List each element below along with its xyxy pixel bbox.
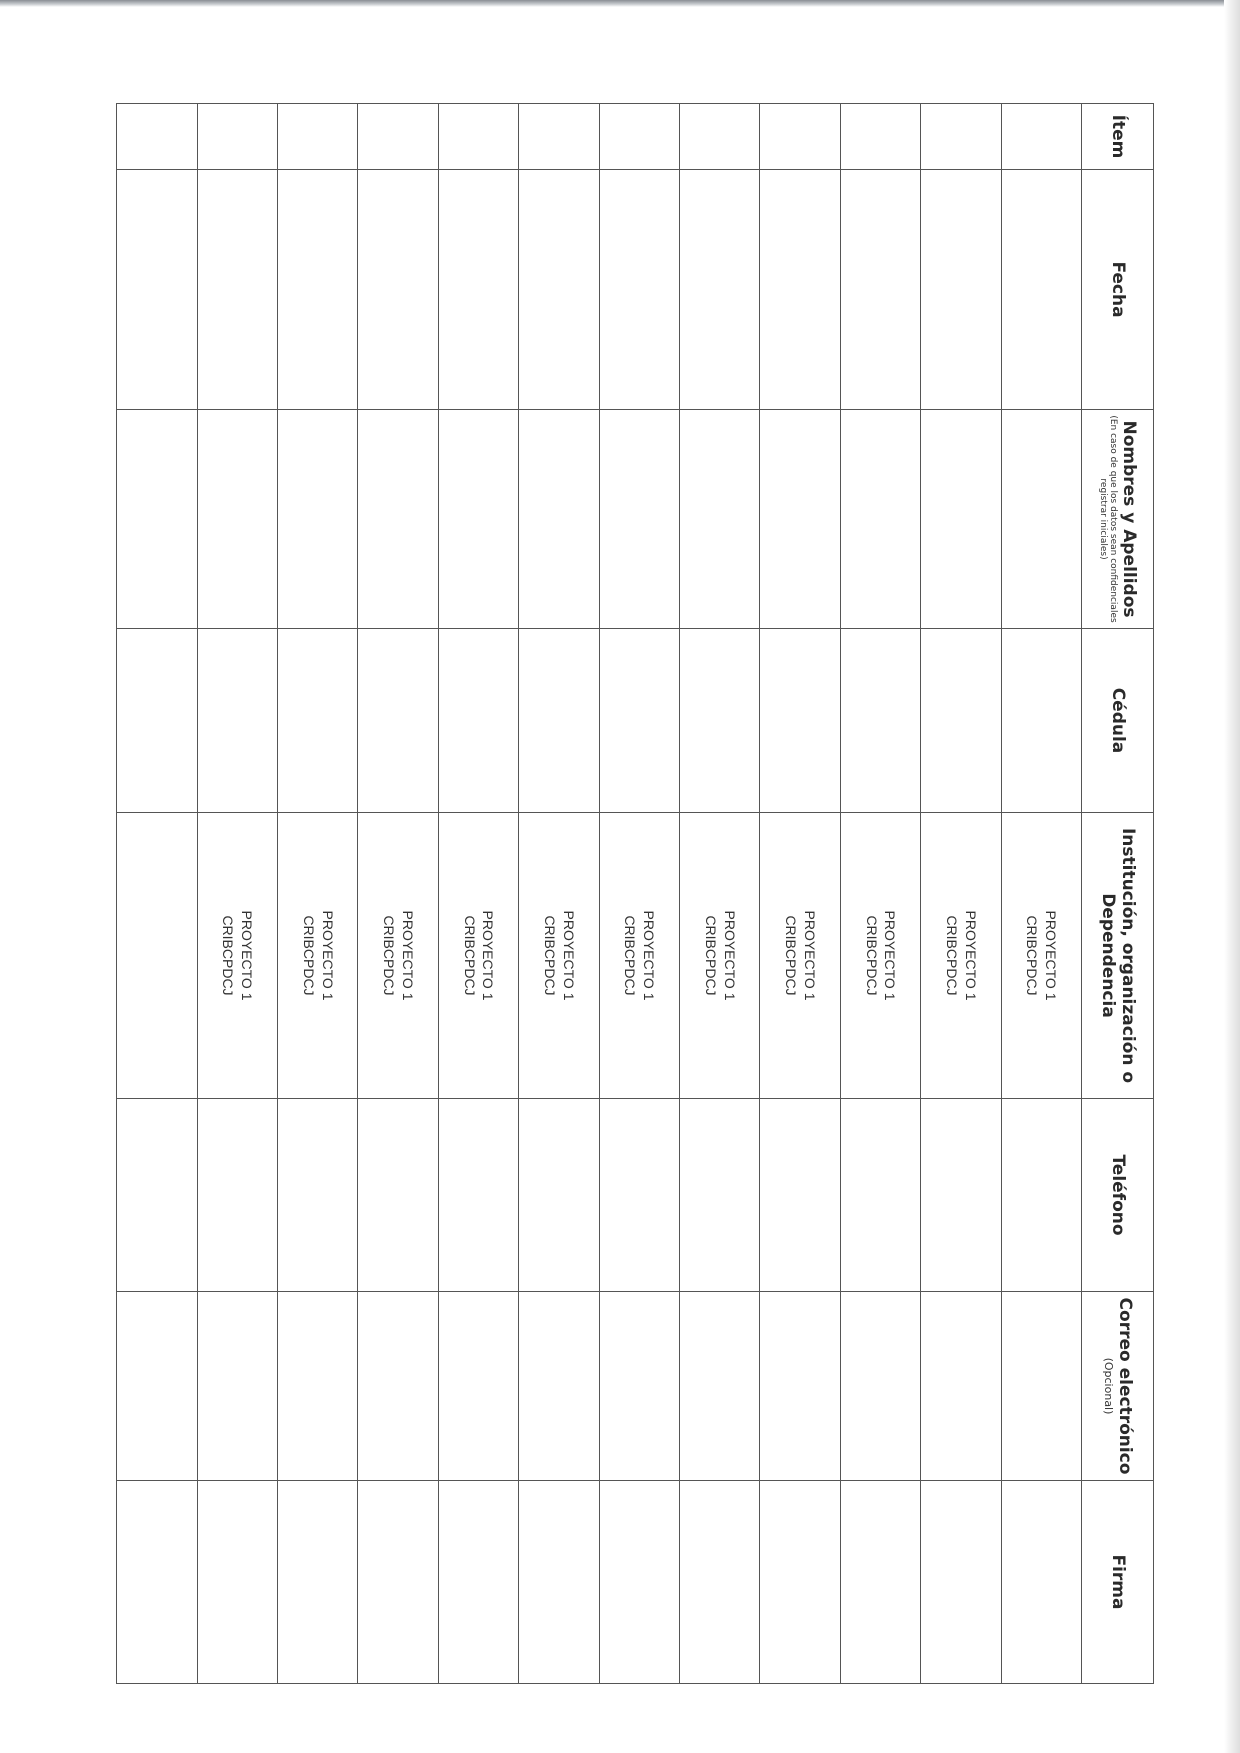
cell-item [760, 104, 840, 170]
inst-line-1: PROYECTO 1 [1043, 910, 1060, 1001]
cell-nombres [680, 410, 760, 629]
header-firma: Firma [1082, 1481, 1154, 1684]
cell-item [680, 104, 760, 170]
table-row [117, 104, 197, 1684]
cell-cedula [358, 629, 438, 813]
table-row [278, 104, 358, 1684]
cell-firma [358, 1481, 438, 1684]
inst-line-1: PROYECTO 1 [239, 910, 256, 1001]
table-row [599, 104, 679, 1684]
header-fecha: Fecha [1082, 170, 1154, 410]
cell-correo [519, 1292, 599, 1481]
cell-correo [278, 1292, 358, 1481]
header-telefono: Teléfono [1082, 1099, 1154, 1292]
cell-telefono [117, 1099, 197, 1292]
table-body [117, 104, 1082, 1684]
cell-correo [438, 1292, 518, 1481]
header-nombres-note: (En caso de que los datos sean confidenciales registrar iniciales) [1097, 415, 1119, 623]
cell-correo [197, 1292, 277, 1481]
cell-nombres [197, 410, 277, 629]
cell-correo [117, 1292, 197, 1481]
cell-institucion [1001, 813, 1081, 1099]
cell-item [117, 104, 197, 170]
cell-firma [680, 1481, 760, 1684]
inst-line-2: CRIBCPDCJ [783, 915, 800, 996]
inst-line-2: CRIBCPDCJ [300, 915, 317, 996]
cell-item [197, 104, 277, 170]
table-row [680, 104, 760, 1684]
header-nombres [1082, 410, 1154, 629]
attendance-table [116, 103, 1154, 1684]
cell-institucion [438, 813, 518, 1099]
cell-telefono [358, 1099, 438, 1292]
cell-correo [760, 1292, 840, 1481]
cell-fecha [680, 170, 760, 410]
cell-correo [840, 1292, 920, 1481]
header-item: Ítem [1082, 104, 1154, 170]
cell-nombres [519, 410, 599, 629]
header-correo-label: Correo electrónico [1114, 1297, 1135, 1475]
inst-line-2: CRIBCPDCJ [863, 915, 880, 996]
rotated-form [117, 103, 1154, 1683]
cell-nombres [760, 410, 840, 629]
cell-institucion [358, 813, 438, 1099]
table-row [358, 104, 438, 1684]
inst-line-1: PROYECTO 1 [480, 910, 497, 1001]
cell-institucion [840, 813, 920, 1099]
cell-telefono [680, 1099, 760, 1292]
cell-fecha [921, 170, 1001, 410]
inst-line-1: PROYECTO 1 [802, 910, 819, 1001]
cell-telefono [197, 1099, 277, 1292]
inst-line-2: CRIBCPDCJ [220, 915, 237, 996]
cell-nombres [840, 410, 920, 629]
cell-item [921, 104, 1001, 170]
cell-fecha [117, 170, 197, 410]
cell-firma [519, 1481, 599, 1684]
cell-firma [1001, 1481, 1081, 1684]
inst-line-1: PROYECTO 1 [560, 910, 577, 1001]
cell-institucion [599, 813, 679, 1099]
cell-institucion [197, 813, 277, 1099]
cell-firma [117, 1481, 197, 1684]
cell-institucion [921, 813, 1001, 1099]
attendance-sheet [117, 103, 1154, 1683]
cell-nombres [278, 410, 358, 629]
cell-cedula [921, 629, 1001, 813]
inst-line-1: PROYECTO 1 [721, 910, 738, 1001]
cell-fecha [760, 170, 840, 410]
table-row [197, 104, 277, 1684]
table-row [438, 104, 518, 1684]
header-cedula: Cédula [1082, 629, 1154, 813]
cell-firma [278, 1481, 358, 1684]
cell-cedula [599, 629, 679, 813]
header-row [1082, 104, 1154, 1684]
inst-line-2: CRIBCPDCJ [622, 915, 639, 996]
cell-fecha [358, 170, 438, 410]
cell-item [1001, 104, 1081, 170]
cell-item [519, 104, 599, 170]
cell-cedula [438, 629, 518, 813]
cell-institucion [760, 813, 840, 1099]
cell-correo [921, 1292, 1001, 1481]
cell-correo [680, 1292, 760, 1481]
scan-edge-top [0, 0, 1240, 7]
inst-line-2: CRIBCPDCJ [541, 915, 558, 996]
cell-firma [599, 1481, 679, 1684]
header-nombres-label: Nombres y Apellidos [1118, 420, 1139, 618]
cell-fecha [438, 170, 518, 410]
cell-telefono [519, 1099, 599, 1292]
cell-item [278, 104, 358, 170]
header-institucion: Institución, organización o Dependencia [1082, 813, 1154, 1099]
cell-telefono [599, 1099, 679, 1292]
cell-cedula [1001, 629, 1081, 813]
cell-nombres [921, 410, 1001, 629]
cell-cedula [117, 629, 197, 813]
header-correo [1082, 1292, 1154, 1481]
cell-firma [197, 1481, 277, 1684]
cell-cedula [197, 629, 277, 813]
inst-line-1: PROYECTO 1 [400, 910, 417, 1001]
cell-correo [1001, 1292, 1081, 1481]
cell-item [599, 104, 679, 170]
cell-fecha [1001, 170, 1081, 410]
cell-fecha [599, 170, 679, 410]
cell-telefono [438, 1099, 518, 1292]
cell-fecha [519, 170, 599, 410]
cell-item [438, 104, 518, 170]
cell-fecha [840, 170, 920, 410]
scan-edge-right [1224, 0, 1240, 1753]
inst-line-2: CRIBCPDCJ [381, 915, 398, 996]
cell-cedula [840, 629, 920, 813]
cell-item [840, 104, 920, 170]
cell-institucion [519, 813, 599, 1099]
inst-line-2: CRIBCPDCJ [1024, 915, 1041, 996]
cell-institucion [278, 813, 358, 1099]
cell-cedula [278, 629, 358, 813]
cell-telefono [921, 1099, 1001, 1292]
cell-nombres [599, 410, 679, 629]
table-row [519, 104, 599, 1684]
cell-firma [438, 1481, 518, 1684]
cell-nombres [438, 410, 518, 629]
inst-line-2: CRIBCPDCJ [461, 915, 478, 996]
inst-line-1: PROYECTO 1 [882, 910, 899, 1001]
cell-institucion [117, 813, 197, 1099]
inst-line-1: PROYECTO 1 [962, 910, 979, 1001]
cell-telefono [278, 1099, 358, 1292]
cell-correo [599, 1292, 679, 1481]
inst-line-1: PROYECTO 1 [641, 910, 658, 1001]
cell-telefono [1001, 1099, 1081, 1292]
cell-item [358, 104, 438, 170]
header-correo-note: (Opcional) [1102, 1357, 1116, 1415]
cell-correo [358, 1292, 438, 1481]
cell-institucion [680, 813, 760, 1099]
cell-firma [840, 1481, 920, 1684]
table-row [921, 104, 1001, 1684]
cell-fecha [197, 170, 277, 410]
cell-cedula [680, 629, 760, 813]
cell-telefono [760, 1099, 840, 1292]
cell-nombres [117, 410, 197, 629]
cell-nombres [1001, 410, 1081, 629]
inst-line-1: PROYECTO 1 [319, 910, 336, 1001]
cell-firma [760, 1481, 840, 1684]
cell-fecha [278, 170, 358, 410]
cell-firma [921, 1481, 1001, 1684]
cell-cedula [519, 629, 599, 813]
table-row [840, 104, 920, 1684]
cell-cedula [760, 629, 840, 813]
cell-nombres [358, 410, 438, 629]
inst-line-2: CRIBCPDCJ [943, 915, 960, 996]
cell-telefono [840, 1099, 920, 1292]
inst-line-2: CRIBCPDCJ [702, 915, 719, 996]
table-row [1001, 104, 1081, 1684]
table-row [760, 104, 840, 1684]
